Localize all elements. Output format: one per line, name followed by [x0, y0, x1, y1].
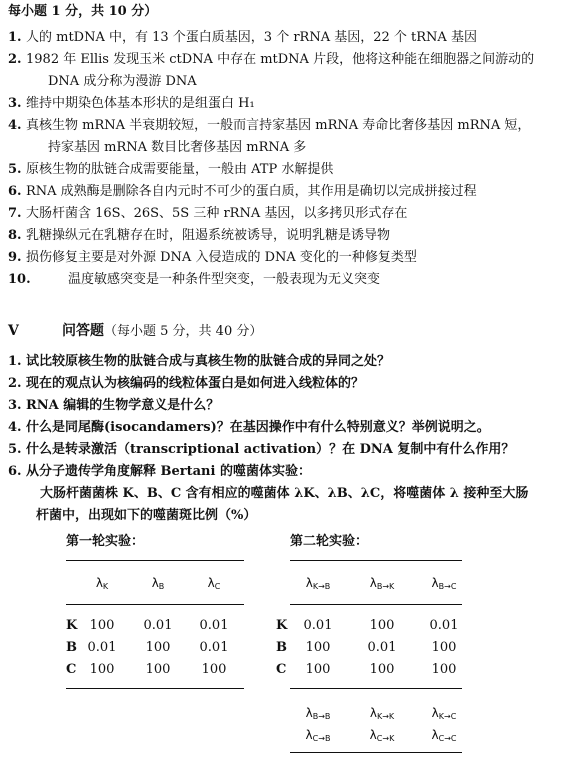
item-text: 试比较原核生物的肽链合成与真核生物的肽链合成的异同之处？ — [26, 354, 391, 369]
lambda-subscript: B — [158, 582, 165, 591]
section-note: （每小题 5 分，共 40 分） — [104, 324, 263, 339]
lambda-symbol: λ — [431, 576, 439, 590]
tf-item — [8, 206, 407, 222]
tf-item — [8, 52, 534, 68]
exp2-cell: 0.01 — [429, 618, 459, 633]
item-number: 4. — [8, 420, 22, 435]
exp2-mid-rule — [290, 604, 462, 605]
qa-item — [8, 420, 490, 436]
tf-item — [8, 228, 390, 244]
lambda-symbol: λ — [151, 576, 159, 590]
exp1-top-rule — [66, 560, 244, 561]
item-text: 原核生物的肽链合成需要能量，一般由 ATP 水解提供 — [26, 162, 334, 177]
exp2-top-rule — [290, 560, 462, 561]
item-number: 5. — [8, 442, 22, 457]
item-text: 维持中期染色体基本形状的是组蛋白 H₁ — [26, 96, 255, 111]
tf-item — [8, 272, 380, 288]
lambda-subscript: K — [102, 582, 109, 591]
exp2-title: 第二轮实验： — [290, 534, 369, 549]
exp2-cell: 100 — [305, 662, 331, 677]
item-text: 真核生物 mRNA 半衰期较短，一般而言持家基因 mRNA 寿命比奢侈基因 mRNA 短， — [26, 118, 531, 133]
exp2-cell: 100 — [369, 618, 395, 633]
lambda-subscript: C→B — [312, 734, 331, 743]
item-text: 温度敏感突变是一种条件型突变，一般表现为无义突变 — [68, 272, 381, 287]
exp1-row-label: K — [66, 618, 78, 633]
exp1-title: 第一轮实验： — [66, 534, 145, 549]
exp1-bottom-rule — [66, 688, 244, 689]
exp1-cell: 100 — [89, 662, 115, 677]
exp1-col-header — [128, 576, 188, 591]
exp2-row-label: C — [276, 662, 287, 677]
tf-item — [8, 162, 333, 178]
item-text: 现在的观点认为核编码的线粒体蛋白是如何进入线粒体的？ — [26, 376, 365, 391]
exp2-row-label: K — [276, 618, 288, 633]
qa-item — [8, 398, 219, 414]
lambda-subscript: B→K — [376, 582, 395, 591]
exp2-extra-header — [352, 706, 412, 721]
item-text: RNA 成熟酶是删除各自内元时不可少的蛋白质，其作用是确切以完成拼接过程 — [26, 184, 477, 199]
lambda-symbol: λ — [431, 728, 439, 742]
section-header-note: 每小题 1 分，共 10 分） — [8, 4, 158, 19]
lambda-symbol: λ — [369, 706, 377, 720]
tf-item — [8, 140, 306, 156]
qa-item — [8, 354, 390, 370]
exp2-cell: 0.01 — [367, 640, 397, 655]
exp2-bottom-rule — [290, 688, 462, 689]
exp1-cell: 100 — [145, 640, 171, 655]
item-text: 从分子遗传学角度解释 Bertani 的噬菌体实验： — [26, 464, 311, 479]
exp1-row-label: B — [66, 640, 77, 655]
item-text: 什么是同尾酶(isocandamers)？在基因操作中有什么特别意义？举例说明之。 — [26, 420, 490, 435]
exp1-mid-rule — [66, 604, 244, 605]
exp1-cell: 0.01 — [143, 618, 173, 633]
lambda-subscript: B→B — [312, 712, 331, 721]
lambda-symbol: λ — [305, 728, 313, 742]
extra-label — [432, 728, 457, 742]
exp2-cell: 0.01 — [303, 618, 333, 633]
lambda-subscript: K→K — [376, 712, 395, 721]
item-text: 大肠杆菌含 16S、26S、5S 三种 rRNA 基因，以多拷贝形式存在 — [26, 206, 408, 221]
exp1-cell: 0.01 — [199, 640, 229, 655]
lambda-subscript: K→C — [438, 712, 457, 721]
col-header-label — [432, 576, 457, 590]
lambda-subscript: C — [214, 582, 221, 591]
exp2-final-rule — [290, 752, 462, 753]
exp2-extra-header — [352, 728, 412, 743]
col-header-label — [306, 576, 331, 590]
exp2-extra-header — [288, 728, 348, 743]
col-header-label — [152, 576, 165, 590]
item-number: 6. — [8, 184, 22, 199]
item-number: 8. — [8, 228, 22, 243]
exp1-col-header — [72, 576, 132, 591]
lambda-subscript: C→K — [376, 734, 395, 743]
exp2-col-header — [414, 576, 474, 591]
exp1-cell: 100 — [145, 662, 171, 677]
qa-item — [8, 376, 364, 392]
extra-label — [306, 706, 331, 720]
tf-item — [8, 96, 255, 112]
item-number: 10. — [8, 272, 31, 287]
item-number: 7. — [8, 206, 22, 221]
tf-item — [8, 250, 417, 266]
extra-label — [370, 706, 394, 720]
tf-item — [8, 184, 477, 200]
extra-label — [432, 706, 457, 720]
lambda-symbol: λ — [369, 576, 377, 590]
item-text: 持家基因 mRNA 数目比奢侈基因 mRNA 多 — [48, 140, 307, 155]
section-title: 问答题 — [62, 323, 104, 339]
exp2-col-header — [352, 576, 412, 591]
exp1-cell: 100 — [89, 618, 115, 633]
item-text: 什么是转录激活（transcriptional activation）？在 DNA 复制中有什么作用？ — [26, 442, 515, 457]
item-number: 2. — [8, 52, 22, 67]
item-number: 5. — [8, 162, 22, 177]
qa-section-heading — [8, 320, 262, 340]
exp2-cell: 100 — [369, 662, 395, 677]
item-text: 损伤修复主要是对外源 DNA 入侵造成的 DNA 变化的一种修复类型 — [26, 250, 417, 265]
exp2-row-label: B — [276, 640, 287, 655]
exp2-extra-header — [414, 728, 474, 743]
item-text: DNA 成分称为漫游 DNA — [48, 74, 197, 89]
item-text: 人的 mtDNA 中，有 13 个蛋白质基因，3 个 rRNA 基因，22 个 tRNA 基因 — [26, 30, 477, 45]
item-number: 9. — [8, 250, 22, 265]
exp2-extra-header — [414, 706, 474, 721]
exp1-cell: 0.01 — [199, 618, 229, 633]
lambda-symbol: λ — [305, 576, 313, 590]
q6-body-line2: 杆菌中，出现如下的噬菌斑比例（%） — [36, 508, 257, 523]
exp2-cell: 100 — [431, 640, 457, 655]
tf-item — [8, 118, 530, 134]
exp1-cell: 0.01 — [87, 640, 117, 655]
tf-item — [8, 30, 477, 46]
extra-label — [306, 728, 331, 742]
item-text: RNA 编辑的生物学意义是什么？ — [26, 398, 220, 413]
tf-item — [8, 74, 197, 90]
col-header-label — [370, 576, 395, 590]
item-text: 1982 年 Ellis 发现玉米 ctDNA 中存在 mtDNA 片段，他将这种能在细胞器之间游动的 — [26, 52, 535, 67]
item-number: 4. — [8, 118, 22, 133]
item-number: 1. — [8, 30, 22, 45]
lambda-symbol: λ — [369, 728, 377, 742]
qa-item — [8, 464, 311, 480]
lambda-subscript: C→C — [438, 734, 457, 743]
lambda-symbol: λ — [305, 706, 313, 720]
exp1-row-label: C — [66, 662, 77, 677]
lambda-subscript: K→B — [312, 582, 331, 591]
qa-item — [8, 442, 514, 458]
item-number: 2. — [8, 376, 22, 391]
lambda-symbol: λ — [95, 576, 103, 590]
item-number: 3. — [8, 398, 22, 413]
exp1-cell: 100 — [201, 662, 227, 677]
exp1-col-header — [184, 576, 244, 591]
item-text: 乳糖操纵元在乳糖存在时，阻遏系统被诱导，说明乳糖是诱导物 — [26, 228, 391, 243]
item-number: 3. — [8, 96, 22, 111]
item-number: 1. — [8, 354, 22, 369]
exp2-col-header — [288, 576, 348, 591]
extra-label — [370, 728, 395, 742]
section-roman: V — [8, 323, 19, 339]
col-header-label — [208, 576, 221, 590]
lambda-symbol: λ — [431, 706, 439, 720]
q6-body-line1: 大肠杆菌菌株 K、B、C 含有相应的噬菌体 λK、λB、λC，将噬菌体 λ 接种至大肠 — [40, 486, 529, 501]
exp2-extra-header — [288, 706, 348, 721]
exp2-cell: 100 — [305, 640, 331, 655]
lambda-symbol: λ — [207, 576, 215, 590]
exp2-cell: 100 — [431, 662, 457, 677]
item-number: 6. — [8, 464, 22, 479]
col-header-label — [96, 576, 108, 590]
lambda-subscript: B→C — [438, 582, 457, 591]
